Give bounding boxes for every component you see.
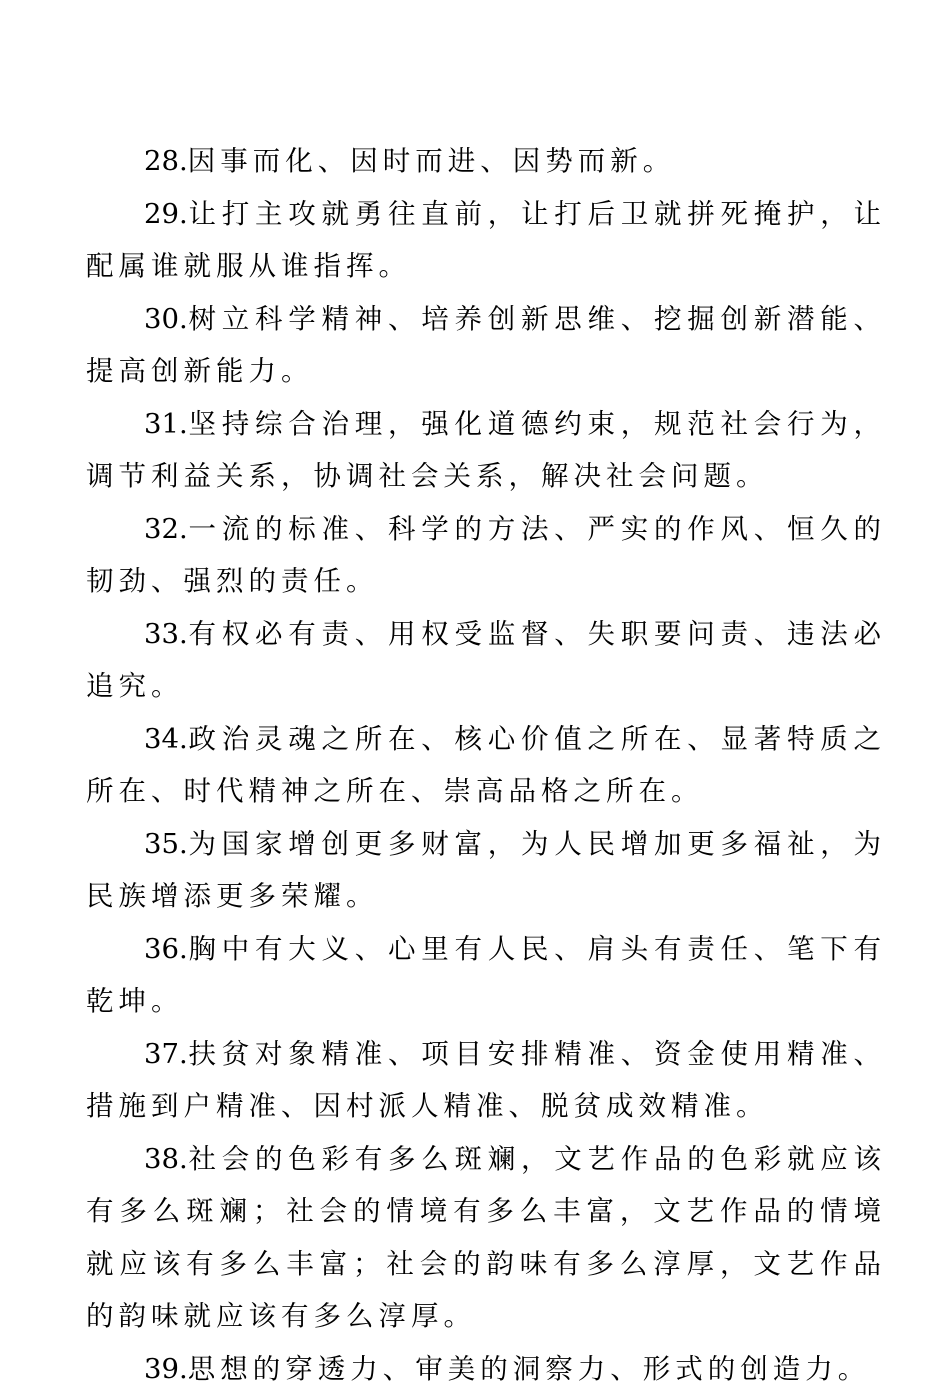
paragraph-number: 33.: [144, 618, 188, 650]
paragraph-number: 29.: [144, 198, 188, 230]
paragraph-number: 39.: [144, 1353, 188, 1385]
paragraph-number: 30.: [144, 303, 188, 335]
paragraph-number: 37.: [144, 1038, 188, 1070]
paragraph-text: 让打主攻就勇往直前，让打后卫就拼死掩护，让配属谁就服从谁指挥。: [86, 198, 886, 283]
paragraph-37: [86, 1028, 886, 1133]
paragraph-text: 有权必有责、用权受监督、失职要问责、违法必追究。: [86, 618, 886, 703]
paragraph-text: 坚持综合治理，强化道德约束，规范社会行为，调节利益关系，协调社会关系，解决社会问题。: [86, 408, 886, 493]
paragraph-30: [86, 293, 886, 398]
paragraph-34: [86, 713, 886, 818]
paragraph-32: [86, 503, 886, 608]
paragraph-39: [86, 1343, 886, 1395]
paragraph-number: 35.: [144, 828, 188, 860]
paragraph-28: [86, 135, 886, 188]
paragraph-number: 31.: [144, 408, 188, 440]
paragraph-text: 为国家增创更多财富，为人民增加更多福祉，为民族增添更多荣耀。: [86, 828, 886, 913]
paragraph-38: [86, 1133, 886, 1343]
paragraph-text: 一流的标准、科学的方法、严实的作风、恒久的韧劲、强烈的责任。: [86, 513, 886, 598]
paragraph-text: 胸中有大义、心里有人民、肩头有责任、笔下有乾坤。: [86, 933, 886, 1018]
paragraph-number: 36.: [144, 933, 188, 965]
paragraph-number: 32.: [144, 513, 188, 545]
paragraph-number: 34.: [144, 723, 188, 755]
paragraph-text: 树立科学精神、培养创新思维、挖掘创新潜能、提高创新能力。: [86, 303, 886, 388]
paragraph-number: 38.: [144, 1143, 188, 1175]
paragraph-text: 政治灵魂之所在、核心价值之所在、显著特质之所在、时代精神之所在、崇高品格之所在。: [86, 723, 886, 808]
paragraph-35: [86, 818, 886, 923]
paragraph-text: 因事而化、因时而进、因势而新。: [188, 145, 676, 177]
paragraph-36: [86, 923, 886, 1028]
paragraph-29: [86, 188, 886, 293]
paragraph-31: [86, 398, 886, 503]
paragraph-text: 思想的穿透力、审美的洞察力、形式的创造力。: [188, 1353, 871, 1385]
paragraph-text: 社会的色彩有多么斑斓，文艺作品的色彩就应该有多么斑斓；社会的情境有多么丰富，文艺作品的情境就应该有多么丰富；社会的韵味有多么淳厚，文艺作品的韵味就应该有多么淳厚。: [86, 1143, 886, 1333]
paragraph-text: 扶贫对象精准、项目安排精准、资金使用精准、措施到户精准、因村派人精准、脱贫成效精准。: [86, 1038, 886, 1123]
paragraph-33: [86, 608, 886, 713]
paragraph-number: 28.: [144, 145, 188, 177]
document-body: [86, 135, 886, 1395]
